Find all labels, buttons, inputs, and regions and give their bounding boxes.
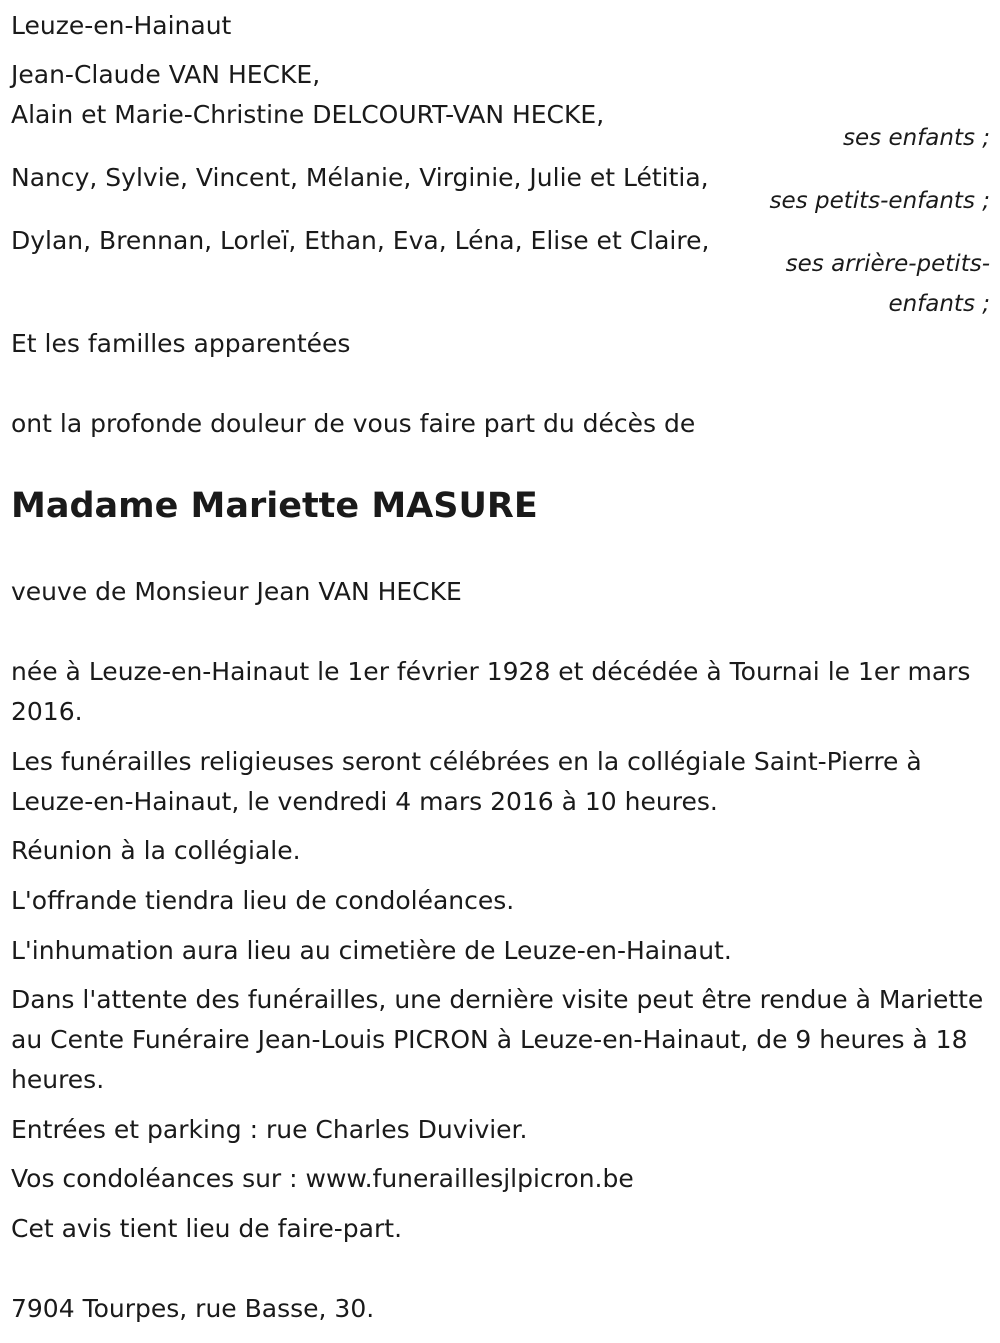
children-line-2: Alain et Marie-Christine DELCOURT-VAN HECKE,	[11, 100, 605, 129]
children-role: ses enfants ;	[843, 125, 990, 151]
children-line-1: Jean-Claude VAN HECKE,	[11, 60, 321, 89]
condolences-website: Vos condoléances sur : www.funeraillesjlpicron.be	[11, 1164, 634, 1193]
widow-of: veuve de Monsieur Jean VAN HECKE	[11, 577, 462, 606]
funeral-details: Les funérailles religieuses seront célébrées en la collégiale Saint-Pierre à Leuze-en-Hainaut, le vendredi 4 mars 2016 à 10 heures.	[11, 747, 922, 816]
related-families: Et les familles apparentées	[11, 329, 351, 358]
visit-details: Dans l'attente des funérailles, une dernière visite peut être rendue à Mariette au Cente Funéraire Jean-Louis PICRON à Leuze-en-Hainaut, de 9 heures à 18 heures.	[11, 985, 984, 1094]
parking-info: Entrées et parking : rue Charles Duvivier.	[11, 1115, 528, 1144]
grandchildren-role: ses petits-enfants ;	[769, 188, 990, 214]
offering-note: L'offrande tiendra lieu de condoléances.	[11, 886, 515, 915]
grandchildren-line: Nancy, Sylvie, Vincent, Mélanie, Virginie, Julie et Létitia,	[11, 163, 709, 192]
birth-death-dates: née à Leuze-en-Hainaut le 1er février 1928 et décédée à Tournai le 1er mars 2016.	[11, 657, 971, 726]
place-header: Leuze-en-Hainaut	[11, 11, 232, 40]
burial-note: L'inhumation aura lieu au cimetière de Leuze-en-Hainaut.	[11, 936, 732, 965]
meeting-place: Réunion à la collégiale.	[11, 836, 301, 865]
notice-statement: Cet avis tient lieu de faire-part.	[11, 1214, 403, 1243]
family-address: 7904 Tourpes, rue Basse, 30.	[11, 1294, 375, 1323]
great-grandchildren-role-1: ses arrière-petits-	[785, 251, 990, 277]
great-grandchildren-line: Dylan, Brennan, Lorleï, Ethan, Eva, Léna, Elise et Claire,	[11, 226, 710, 255]
great-grandchildren-role-2: enfants ;	[888, 291, 990, 317]
deceased-name: Madame Mariette MASURE	[11, 486, 538, 526]
announcement-intro: ont la profonde douleur de vous faire part du décès de	[11, 409, 696, 438]
